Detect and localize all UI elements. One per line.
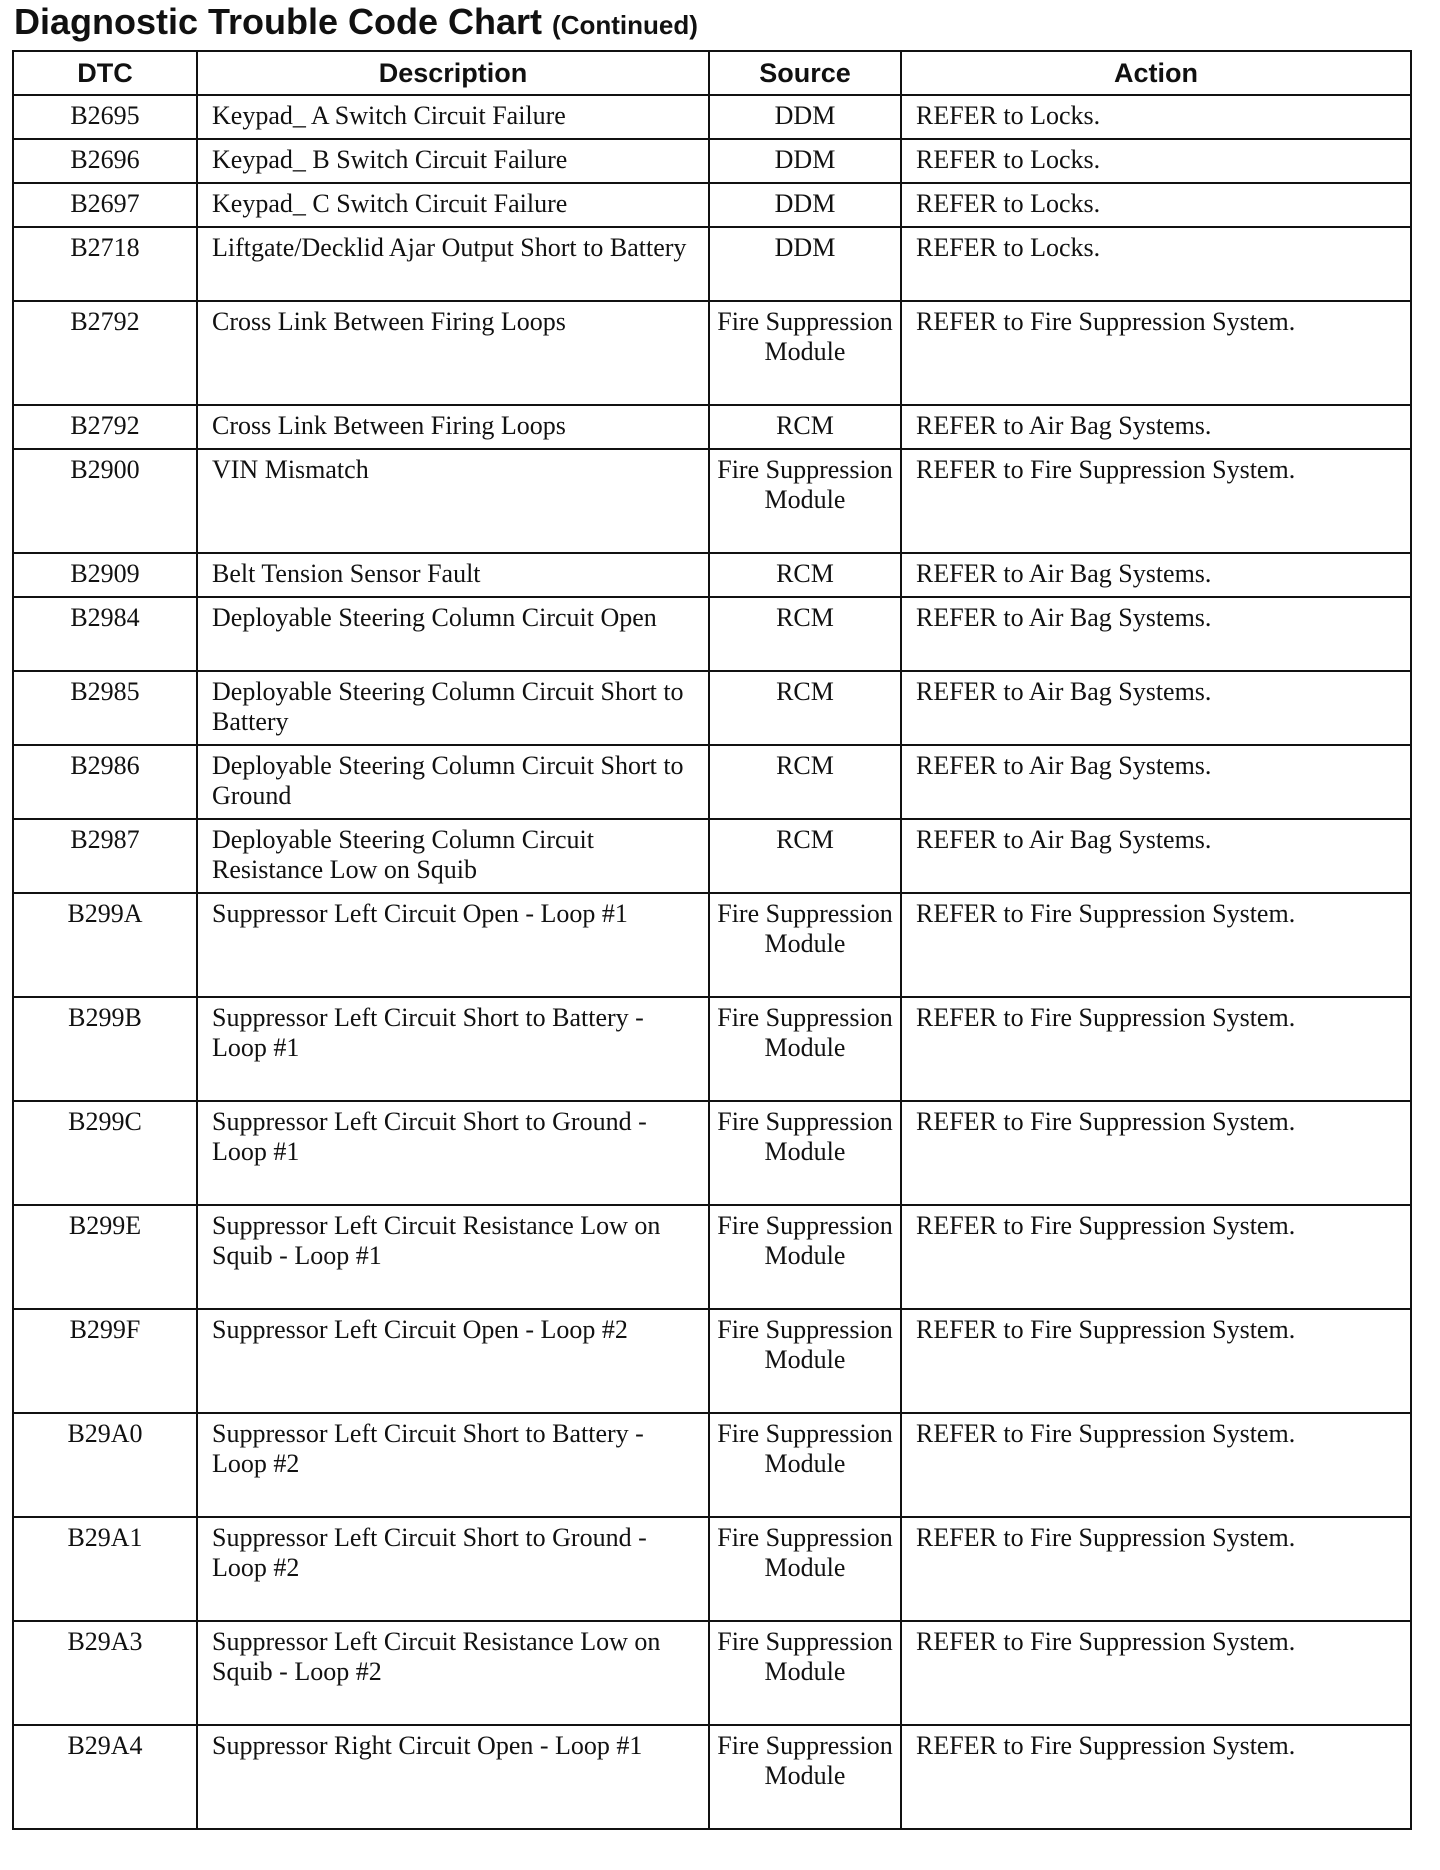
column-header-source: Source — [709, 51, 901, 95]
table-row — [13, 745, 1411, 819]
dtc-source: Fire Suppression Module — [709, 1309, 901, 1413]
dtc-code: B29A0 — [13, 1413, 197, 1517]
table-row — [13, 893, 1411, 997]
table-header-row — [13, 51, 1411, 95]
table-row — [13, 1413, 1411, 1517]
dtc-description: Deployable Steering Column Circuit Short to Ground — [197, 745, 709, 819]
table-row — [13, 183, 1411, 227]
dtc-action: REFER to Fire Suppression System. — [901, 1621, 1411, 1725]
column-header-action: Action — [901, 51, 1411, 95]
table-row — [13, 997, 1411, 1101]
dtc-action: REFER to Air Bag Systems. — [901, 745, 1411, 819]
dtc-code: B2985 — [13, 671, 197, 745]
dtc-source: Fire Suppression Module — [709, 449, 901, 553]
column-header-dtc: DTC — [13, 51, 197, 95]
dtc-code: B2697 — [13, 183, 197, 227]
dtc-description: Suppressor Right Circuit Open - Loop #1 — [197, 1725, 709, 1829]
table-row — [13, 553, 1411, 597]
dtc-source: Fire Suppression Module — [709, 1101, 901, 1205]
dtc-description: Suppressor Left Circuit Open - Loop #1 — [197, 893, 709, 997]
dtc-source: Fire Suppression Module — [709, 997, 901, 1101]
table-row — [13, 301, 1411, 405]
table-row — [13, 227, 1411, 301]
table-row — [13, 1205, 1411, 1309]
dtc-source: Fire Suppression Module — [709, 1413, 901, 1517]
dtc-action: REFER to Locks. — [901, 95, 1411, 139]
dtc-table — [12, 50, 1412, 1830]
dtc-source: RCM — [709, 819, 901, 893]
table-row — [13, 139, 1411, 183]
dtc-source: DDM — [709, 227, 901, 301]
dtc-description: Suppressor Left Circuit Open - Loop #2 — [197, 1309, 709, 1413]
dtc-code: B299A — [13, 893, 197, 997]
page-title-main: Diagnostic Trouble Code Chart — [14, 1, 543, 42]
dtc-code: B2984 — [13, 597, 197, 671]
dtc-source: DDM — [709, 183, 901, 227]
dtc-action: REFER to Locks. — [901, 139, 1411, 183]
dtc-source: RCM — [709, 745, 901, 819]
dtc-description: Deployable Steering Column Circuit Short to Battery — [197, 671, 709, 745]
dtc-code: B2696 — [13, 139, 197, 183]
dtc-description: VIN Mismatch — [197, 449, 709, 553]
dtc-source: Fire Suppression Module — [709, 1725, 901, 1829]
table-row — [13, 1101, 1411, 1205]
dtc-source: RCM — [709, 671, 901, 745]
dtc-source: Fire Suppression Module — [709, 301, 901, 405]
dtc-action: REFER to Fire Suppression System. — [901, 1725, 1411, 1829]
dtc-source: RCM — [709, 405, 901, 449]
dtc-action: REFER to Air Bag Systems. — [901, 597, 1411, 671]
dtc-code: B299C — [13, 1101, 197, 1205]
dtc-source: Fire Suppression Module — [709, 1621, 901, 1725]
dtc-code: B2909 — [13, 553, 197, 597]
dtc-description: Suppressor Left Circuit Short to Ground - Loop #1 — [197, 1101, 709, 1205]
column-header-description: Description — [197, 51, 709, 95]
dtc-action: REFER to Locks. — [901, 183, 1411, 227]
dtc-source: Fire Suppression Module — [709, 893, 901, 997]
table-row — [13, 1725, 1411, 1829]
dtc-code: B299F — [13, 1309, 197, 1413]
dtc-description: Cross Link Between Firing Loops — [197, 301, 709, 405]
dtc-code: B2695 — [13, 95, 197, 139]
page-title — [14, 0, 698, 44]
dtc-description: Suppressor Left Circuit Resistance Low on Squib - Loop #1 — [197, 1205, 709, 1309]
dtc-action: REFER to Fire Suppression System. — [901, 1309, 1411, 1413]
table-row — [13, 597, 1411, 671]
dtc-description: Keypad_ A Switch Circuit Failure — [197, 95, 709, 139]
table-row — [13, 671, 1411, 745]
dtc-action: REFER to Fire Suppression System. — [901, 1517, 1411, 1621]
dtc-description: Deployable Steering Column Circuit Resistance Low on Squib — [197, 819, 709, 893]
dtc-source: DDM — [709, 95, 901, 139]
dtc-code: B29A1 — [13, 1517, 197, 1621]
dtc-action: REFER to Air Bag Systems. — [901, 671, 1411, 745]
table-row — [13, 1517, 1411, 1621]
table-row — [13, 405, 1411, 449]
dtc-description: Belt Tension Sensor Fault — [197, 553, 709, 597]
table-row — [13, 819, 1411, 893]
table-row — [13, 449, 1411, 553]
table-row — [13, 1309, 1411, 1413]
dtc-source: Fire Suppression Module — [709, 1517, 901, 1621]
dtc-code: B299B — [13, 997, 197, 1101]
dtc-source: RCM — [709, 597, 901, 671]
dtc-action: REFER to Air Bag Systems. — [901, 405, 1411, 449]
dtc-action: REFER to Locks. — [901, 227, 1411, 301]
dtc-source: DDM — [709, 139, 901, 183]
dtc-code: B2718 — [13, 227, 197, 301]
dtc-action: REFER to Fire Suppression System. — [901, 301, 1411, 405]
dtc-description: Suppressor Left Circuit Short to Ground - Loop #2 — [197, 1517, 709, 1621]
dtc-description: Deployable Steering Column Circuit Open — [197, 597, 709, 671]
dtc-action: REFER to Fire Suppression System. — [901, 449, 1411, 553]
dtc-code: B29A4 — [13, 1725, 197, 1829]
dtc-action: REFER to Fire Suppression System. — [901, 1413, 1411, 1517]
dtc-code: B2986 — [13, 745, 197, 819]
dtc-description: Keypad_ C Switch Circuit Failure — [197, 183, 709, 227]
dtc-action: REFER to Fire Suppression System. — [901, 997, 1411, 1101]
dtc-action: REFER to Air Bag Systems. — [901, 553, 1411, 597]
dtc-description: Cross Link Between Firing Loops — [197, 405, 709, 449]
page-title-continued: (Continued) — [552, 10, 698, 40]
dtc-source: RCM — [709, 553, 901, 597]
dtc-description: Suppressor Left Circuit Resistance Low on Squib - Loop #2 — [197, 1621, 709, 1725]
dtc-action: REFER to Fire Suppression System. — [901, 1205, 1411, 1309]
dtc-description: Suppressor Left Circuit Short to Battery - Loop #1 — [197, 997, 709, 1101]
dtc-action: REFER to Fire Suppression System. — [901, 893, 1411, 997]
dtc-code: B299E — [13, 1205, 197, 1309]
dtc-code: B2792 — [13, 405, 197, 449]
dtc-description: Liftgate/Decklid Ajar Output Short to Battery — [197, 227, 709, 301]
dtc-action: REFER to Air Bag Systems. — [901, 819, 1411, 893]
dtc-code: B29A3 — [13, 1621, 197, 1725]
dtc-action: REFER to Fire Suppression System. — [901, 1101, 1411, 1205]
dtc-code: B2987 — [13, 819, 197, 893]
dtc-code: B2900 — [13, 449, 197, 553]
dtc-description: Keypad_ B Switch Circuit Failure — [197, 139, 709, 183]
dtc-code: B2792 — [13, 301, 197, 405]
dtc-source: Fire Suppression Module — [709, 1205, 901, 1309]
table-row — [13, 95, 1411, 139]
table-row — [13, 1621, 1411, 1725]
dtc-description: Suppressor Left Circuit Short to Battery - Loop #2 — [197, 1413, 709, 1517]
